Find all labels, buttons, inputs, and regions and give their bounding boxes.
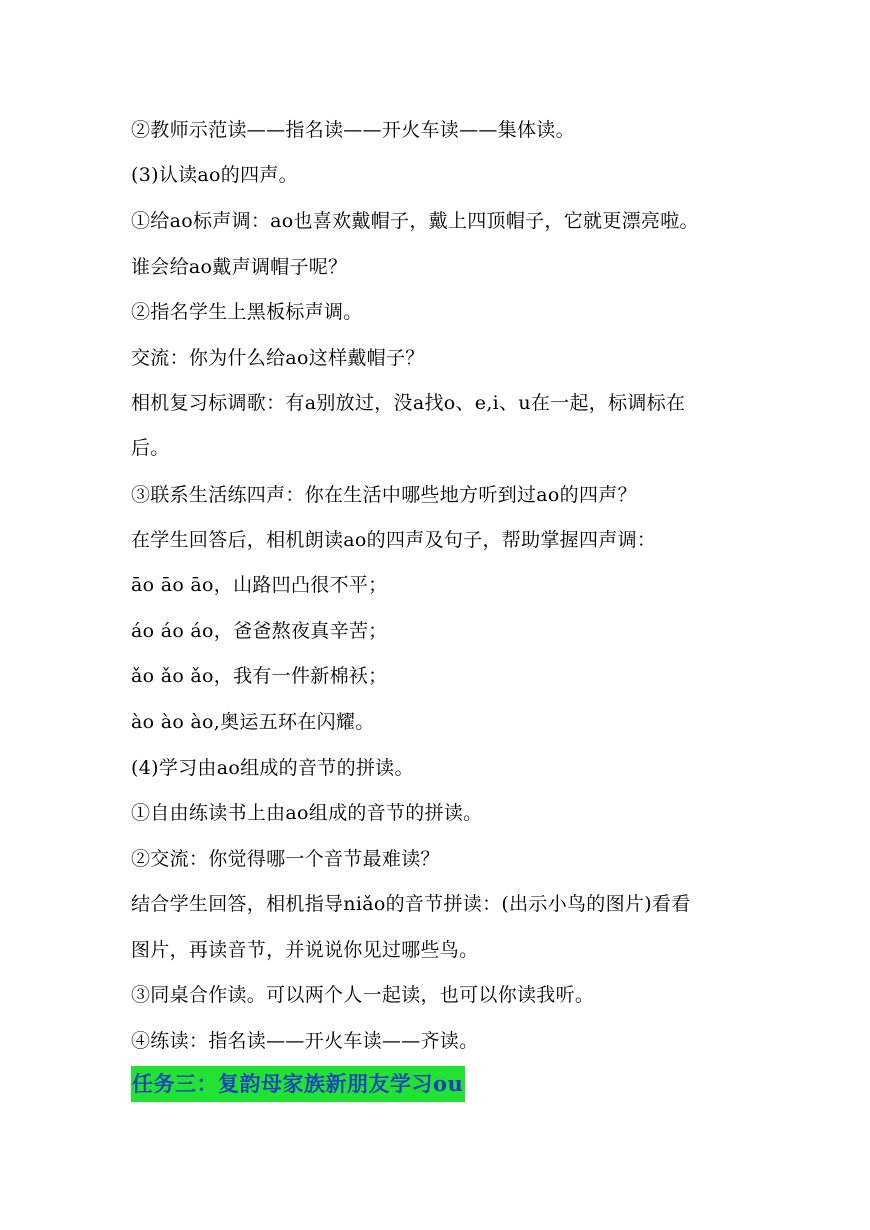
text-line: 图片，再读音节，并说说你见过哪些鸟。 (131, 939, 479, 961)
text-line: ①给ao标声调：ao也喜欢戴帽子，戴上四顶帽子，它就更漂亮啦。 (131, 210, 699, 232)
text-line: ②指名学生上黑板标声调。 (131, 301, 363, 323)
text-line: ③联系生活练四声：你在生活中哪些地方听到过ao的四声？ (131, 484, 637, 506)
text-line: ǎo ǎo ǎo，我有一件新棉袄； (131, 665, 388, 687)
text-line: 在学生回答后，相机朗读ao的四声及句子，帮助掌握四声调： (131, 529, 657, 551)
text-line: ③同桌合作读。可以两个人一起读，也可以你读我听。 (131, 984, 595, 1006)
text-line: 谁会给ao戴声调帽子呢？ (131, 256, 348, 278)
text-line: ①自由练读书上由ao组成的音节的拼读。 (131, 802, 483, 824)
text-line: 结合学生回答，相机指导niǎo的音节拼读：(出示小鸟的图片)看看 (131, 893, 691, 915)
text-line: ào ào ào,奥运五环在闪耀。 (131, 711, 375, 733)
text-line: ②教师示范读——指名读——开火车读——集体读。 (131, 119, 575, 141)
text-line: (3)认读ao的四声。 (131, 164, 298, 186)
text-line: 交流：你为什么给ao这样戴帽子？ (131, 347, 425, 369)
text-line: (4)学习由ao组成的音节的拼读。 (131, 757, 414, 779)
text-line: ②交流：你觉得哪一个音节最难读？ (131, 848, 440, 870)
text-line: 后。 (131, 437, 170, 459)
text-line: áo áo áo，爸爸熬夜真辛苦； (131, 620, 388, 642)
section-heading: 任务三：复韵母家族新朋友学习ou (131, 1066, 465, 1102)
text-line: ④练读：指名读——开火车读——齐读。 (131, 1030, 479, 1052)
text-line: 相机复习标调歌：有a别放过，没a找o、e,i、u在一起，标调标在 (131, 392, 686, 414)
text-line: āo āo āo，山路凹凸很不平； (131, 574, 388, 596)
